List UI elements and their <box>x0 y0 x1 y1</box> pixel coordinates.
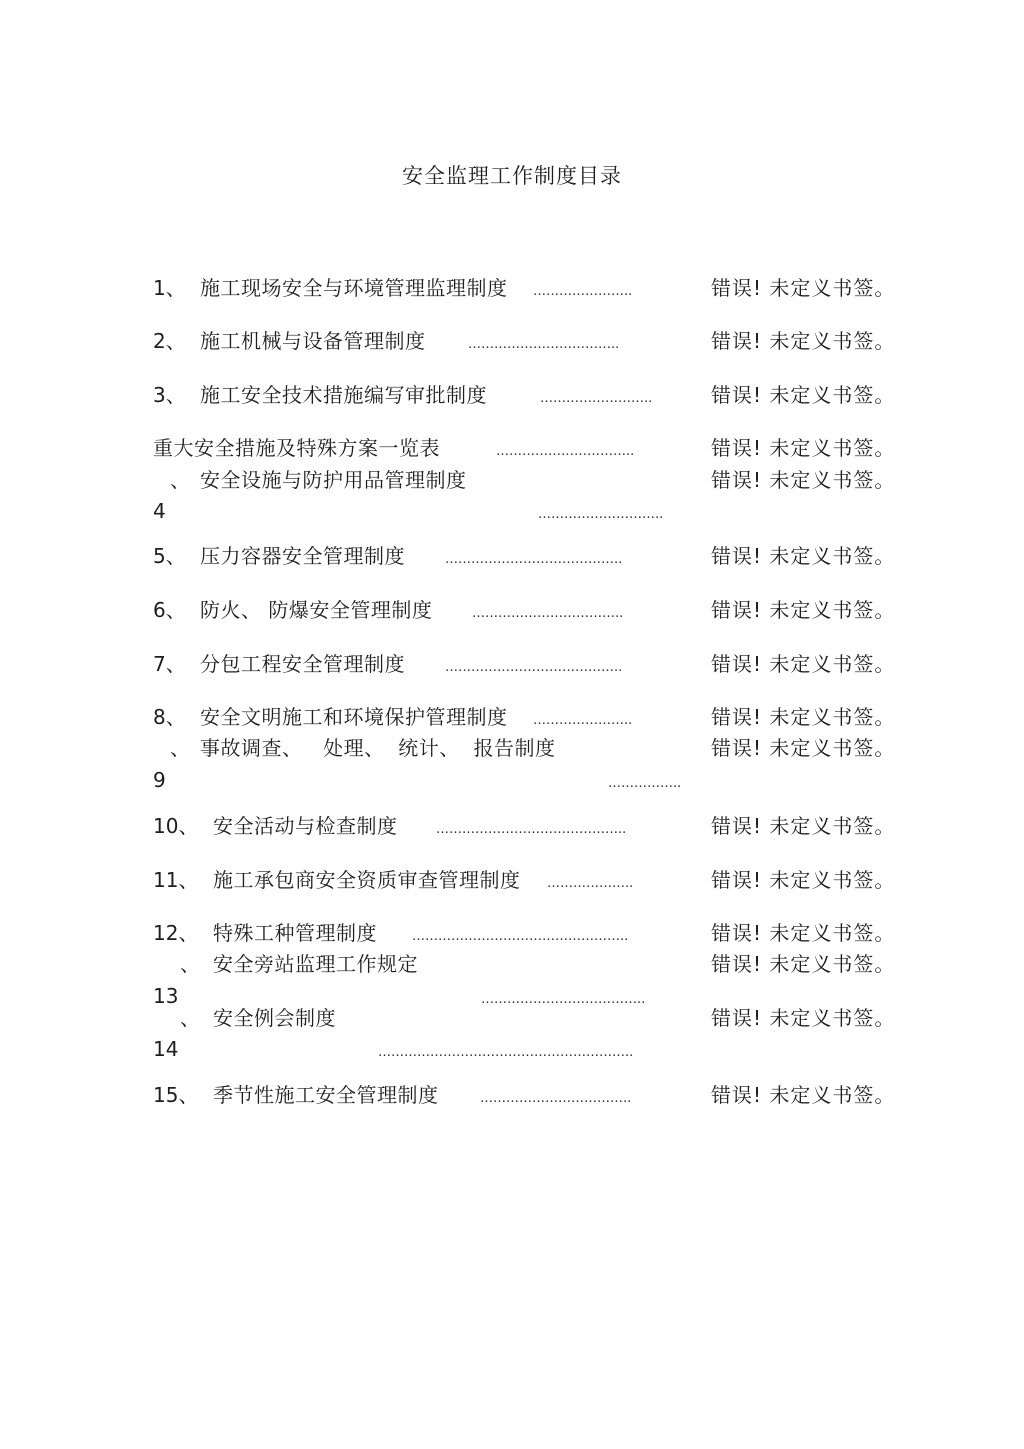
toc-entry-number: 2、 <box>153 329 186 353</box>
toc-entry-label[interactable]: 施工安全技术措施编写审批制度 <box>200 383 487 407</box>
toc-entry-page: 错误! 未定义书签。 <box>711 921 896 945</box>
toc-entry-number: 13 <box>153 984 179 1008</box>
toc-entry-leader: …………………….. <box>540 391 653 406</box>
toc-entry-separator: 、 <box>180 1006 200 1030</box>
toc-entry-leader: ……………………….. <box>538 507 664 522</box>
toc-entry-separator: 、 <box>170 736 190 760</box>
toc-entry-label[interactable]: 安全设施与防护用品管理制度 <box>200 468 467 492</box>
toc-entry-number: 14 <box>153 1037 179 1061</box>
toc-entry-label[interactable]: 特殊工种管理制度 <box>213 921 377 945</box>
toc-entry-number: 6、 <box>153 598 186 622</box>
toc-entry-number: 4 <box>153 499 166 523</box>
toc-entry-page: 错误! 未定义书签。 <box>711 329 896 353</box>
toc-entry-leader: …………………………….. <box>480 1091 632 1106</box>
toc-entry-separator: 、 <box>180 952 200 976</box>
toc-entry-label[interactable]: 事故调查、 处理、 统计、 报告制度 <box>200 736 556 760</box>
toc-entry-number: 10、 <box>153 814 199 838</box>
toc-entry-number: 12、 <box>153 921 199 945</box>
toc-entry-leader: …………………………….. <box>472 606 624 621</box>
toc-entry-leader: …………………………………….. <box>436 822 627 837</box>
toc-entry-number: 7、 <box>153 652 186 676</box>
toc-entry-leader: ………………………………………….. <box>412 929 629 944</box>
toc-entry-page: 错误! 未定义书签。 <box>711 814 896 838</box>
toc-entry-page: 错误! 未定义书签。 <box>711 1006 896 1030</box>
toc-entry-label[interactable]: 防火、 防爆安全管理制度 <box>200 598 433 622</box>
page-title: 安全监理工作制度目录 <box>402 164 622 188</box>
toc-entry-label[interactable]: 季节性施工安全管理制度 <box>213 1083 439 1107</box>
toc-entry-page: 错误! 未定义书签。 <box>711 1083 896 1107</box>
toc-entry-label[interactable]: 施工机械与设备管理制度 <box>200 329 426 353</box>
toc-entry-number: 5、 <box>153 544 186 568</box>
toc-entry-label[interactable]: 施工承包商安全资质审查管理制度 <box>213 868 521 892</box>
toc-entry-page: 错误! 未定义书签。 <box>711 468 896 492</box>
toc-entry-number: 1、 <box>153 276 186 300</box>
toc-entry-page: 错误! 未定义书签。 <box>711 544 896 568</box>
toc-entry-page: 错误! 未定义书签。 <box>711 952 896 976</box>
toc-entry-leader: ………………….. <box>533 284 633 299</box>
toc-entry-number: 8、 <box>153 705 186 729</box>
toc-entry-label[interactable]: 重大安全措施及特殊方案一览表 <box>153 436 440 460</box>
toc-entry-label[interactable]: 安全例会制度 <box>213 1006 336 1030</box>
toc-entry-leader: ………………………………….. <box>445 552 623 567</box>
toc-entry-separator: 、 <box>170 468 190 492</box>
toc-entry-leader: …………………………….. <box>468 337 620 352</box>
toc-entry-label[interactable]: 安全文明施工和环境保护管理制度 <box>200 705 508 729</box>
toc-entry-label[interactable]: 压力容器安全管理制度 <box>200 544 405 568</box>
toc-entry-number: 3、 <box>153 383 186 407</box>
toc-entry-number: 11、 <box>153 868 199 892</box>
toc-entry-leader: ………………………………….. <box>445 660 623 675</box>
toc-entry-leader: ……………………………….. <box>481 992 646 1007</box>
toc-entry-number: 9 <box>153 768 166 792</box>
toc-entry-label[interactable]: 分包工程安全管理制度 <box>200 652 405 676</box>
toc-entry-label[interactable]: 安全活动与检查制度 <box>213 814 398 838</box>
toc-entry-label[interactable]: 安全旁站监理工作规定 <box>213 952 418 976</box>
toc-entry-leader: ………………….. <box>533 713 633 728</box>
toc-entry-page: 错误! 未定义书签。 <box>711 383 896 407</box>
toc-entry-page: 错误! 未定义书签。 <box>711 868 896 892</box>
toc-entry-leader: …………….. <box>608 776 682 791</box>
toc-entry-number: 15、 <box>153 1083 199 1107</box>
toc-entry-page: 错误! 未定义书签。 <box>711 598 896 622</box>
toc-entry-page: 错误! 未定义书签。 <box>711 736 896 760</box>
toc-entry-page: 错误! 未定义书签。 <box>711 705 896 729</box>
toc-entry-page: 错误! 未定义书签。 <box>711 652 896 676</box>
toc-entry-label[interactable]: 施工现场安全与环境管理监理制度 <box>200 276 508 300</box>
toc-entry-page: 错误! 未定义书签。 <box>711 276 896 300</box>
toc-entry-leader: ………………………….. <box>496 444 635 459</box>
toc-entry-page: 错误! 未定义书签。 <box>711 436 896 460</box>
toc-entry-leader: ……………….. <box>547 876 634 891</box>
toc-entry-leader: ………………………………………………….. <box>378 1045 634 1060</box>
